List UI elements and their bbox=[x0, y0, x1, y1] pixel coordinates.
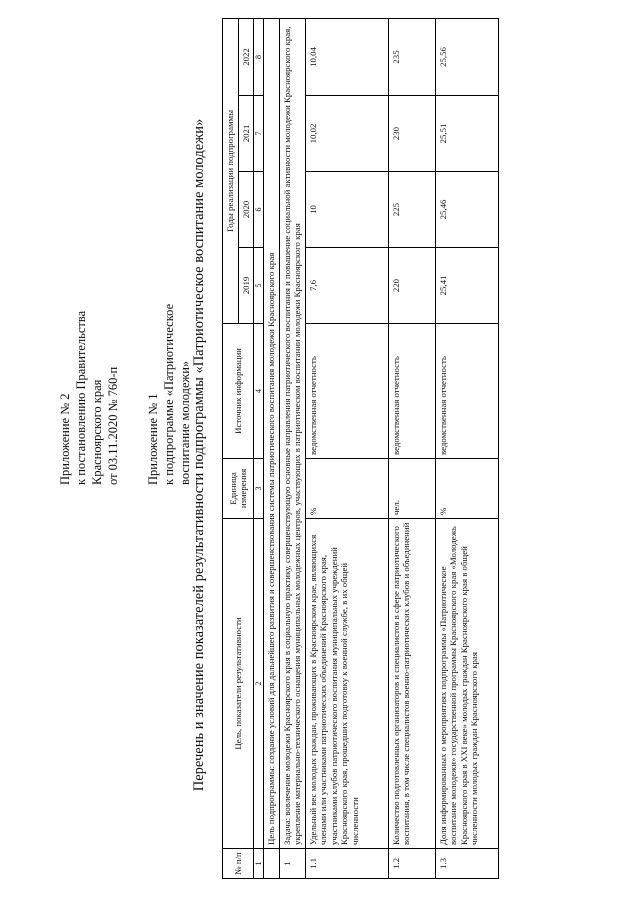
header-line: Приложение № 2 bbox=[58, 393, 72, 485]
indicator-value-2019: 7,6 bbox=[305, 248, 388, 324]
appendix-header-government bbox=[57, 311, 121, 485]
header-line: к постановлению Правительства bbox=[74, 310, 88, 485]
indicator-value-2022: 25,56 bbox=[435, 18, 498, 95]
indicator-text: Удельный вес молодых граждан, проживающих в Красноярском крае, являющихся членами или участниками патриотических объединений Красноярского края, участниками клубов патриотического воспитания муниципальных учреждений Красноярского края, прошедших подготовку к военной службе, в их общей численности bbox=[305, 519, 388, 849]
table-header-row bbox=[223, 18, 239, 878]
indicator-source: ведомственная отчетность bbox=[305, 324, 388, 459]
table-row bbox=[305, 18, 388, 878]
task-num: 1 bbox=[279, 849, 305, 879]
goal-num-cell bbox=[264, 849, 280, 879]
document-title: Перечень и значение показателей результативности подпрограммы «Патриотическое воспитание молодежи» bbox=[191, 118, 207, 792]
col-header-unit: Единица измерения bbox=[223, 459, 254, 519]
column-number: 2 bbox=[254, 519, 264, 849]
indicator-unit: чел. bbox=[388, 459, 435, 519]
indicator-value-2019: 25,41 bbox=[435, 248, 498, 324]
header-line: Приложение № 1 bbox=[146, 393, 160, 485]
col-header-goal: Цель, показатели результативности bbox=[223, 519, 254, 849]
col-header-year: 2021 bbox=[238, 96, 254, 172]
indicator-value-2022: 235 bbox=[388, 18, 435, 95]
indicator-value-2020: 225 bbox=[388, 172, 435, 248]
column-number: 8 bbox=[254, 18, 264, 95]
column-number: 1 bbox=[254, 849, 264, 879]
indicator-value-2021: 10,02 bbox=[305, 96, 388, 172]
col-header-num: № п/п bbox=[223, 849, 254, 879]
indicator-num: 1.3 bbox=[435, 849, 498, 879]
indicator-value-2020: 25,46 bbox=[435, 172, 498, 248]
indicator-value-2021: 25,51 bbox=[435, 96, 498, 172]
header-line: Красноярского края bbox=[90, 379, 104, 485]
indicator-value-2021: 230 bbox=[388, 96, 435, 172]
indicator-source: ведомственная отчетность bbox=[388, 324, 435, 459]
table-row bbox=[435, 18, 498, 878]
goal-row bbox=[264, 18, 280, 878]
header-line: воспитание молодежи» bbox=[178, 360, 192, 485]
indicators-table bbox=[222, 18, 499, 879]
col-header-year: 2020 bbox=[238, 172, 254, 248]
indicator-value-2019: 220 bbox=[388, 248, 435, 324]
column-number: 7 bbox=[254, 96, 264, 172]
indicator-unit: % bbox=[435, 459, 498, 519]
column-number: 5 bbox=[254, 248, 264, 324]
column-number: 3 bbox=[254, 459, 264, 519]
header-line: от 03.11.2020 № 760-п bbox=[106, 366, 120, 485]
indicator-value-2020: 10 bbox=[305, 172, 388, 248]
indicator-value-2022: 10,04 bbox=[305, 18, 388, 95]
column-number: 4 bbox=[254, 324, 264, 459]
indicator-num: 1.1 bbox=[305, 849, 388, 879]
col-header-source: Источник информации bbox=[223, 324, 254, 459]
indicator-source: ведомственная отчетность bbox=[435, 324, 498, 459]
indicator-text: Доля информированных о мероприятиях подпрограммы «Патриотическое воспитание молодежи» государственной программы Красноярского края «Молодежь Красноярского края в XXI веке» молодых граждан Красноярского края в общей численности молодых граждан Красноярского края bbox=[435, 519, 498, 849]
column-number-row bbox=[254, 18, 264, 878]
col-header-years-group: Годы реализации подпрограммы bbox=[223, 18, 239, 323]
goal-text: Цель подпрограммы: создание условий для дальнейшего развития и совершенствования системы патриотического воспитания молодежи Красноярского края bbox=[264, 18, 280, 848]
task-text: Задача: вовлечение молодежи Красноярского края в социальную практику, совершенствующую основные направления патриотического воспитания и повышение социальной активности молодежи Красноярского края, укрепление материально-технического оснащения муниципальных молодежных центров, участвующих в патриотическом воспитании молодежи Красноярского края bbox=[279, 18, 305, 848]
indicator-text: Количество подготовленных организаторов и специалистов в сфере патриотического воспитания, в том числе специалистов военно-патриотических клубов и объединений bbox=[388, 519, 435, 849]
indicator-unit: % bbox=[305, 459, 388, 519]
indicator-num: 1.2 bbox=[388, 849, 435, 879]
col-header-year: 2022 bbox=[238, 18, 254, 95]
task-row bbox=[279, 18, 305, 878]
column-number: 6 bbox=[254, 172, 264, 248]
header-line: к подпрограмме «Патриотическое bbox=[162, 303, 176, 485]
col-header-year: 2019 bbox=[238, 248, 254, 324]
table-row bbox=[388, 18, 435, 878]
appendix-header-subprogram bbox=[145, 304, 193, 485]
